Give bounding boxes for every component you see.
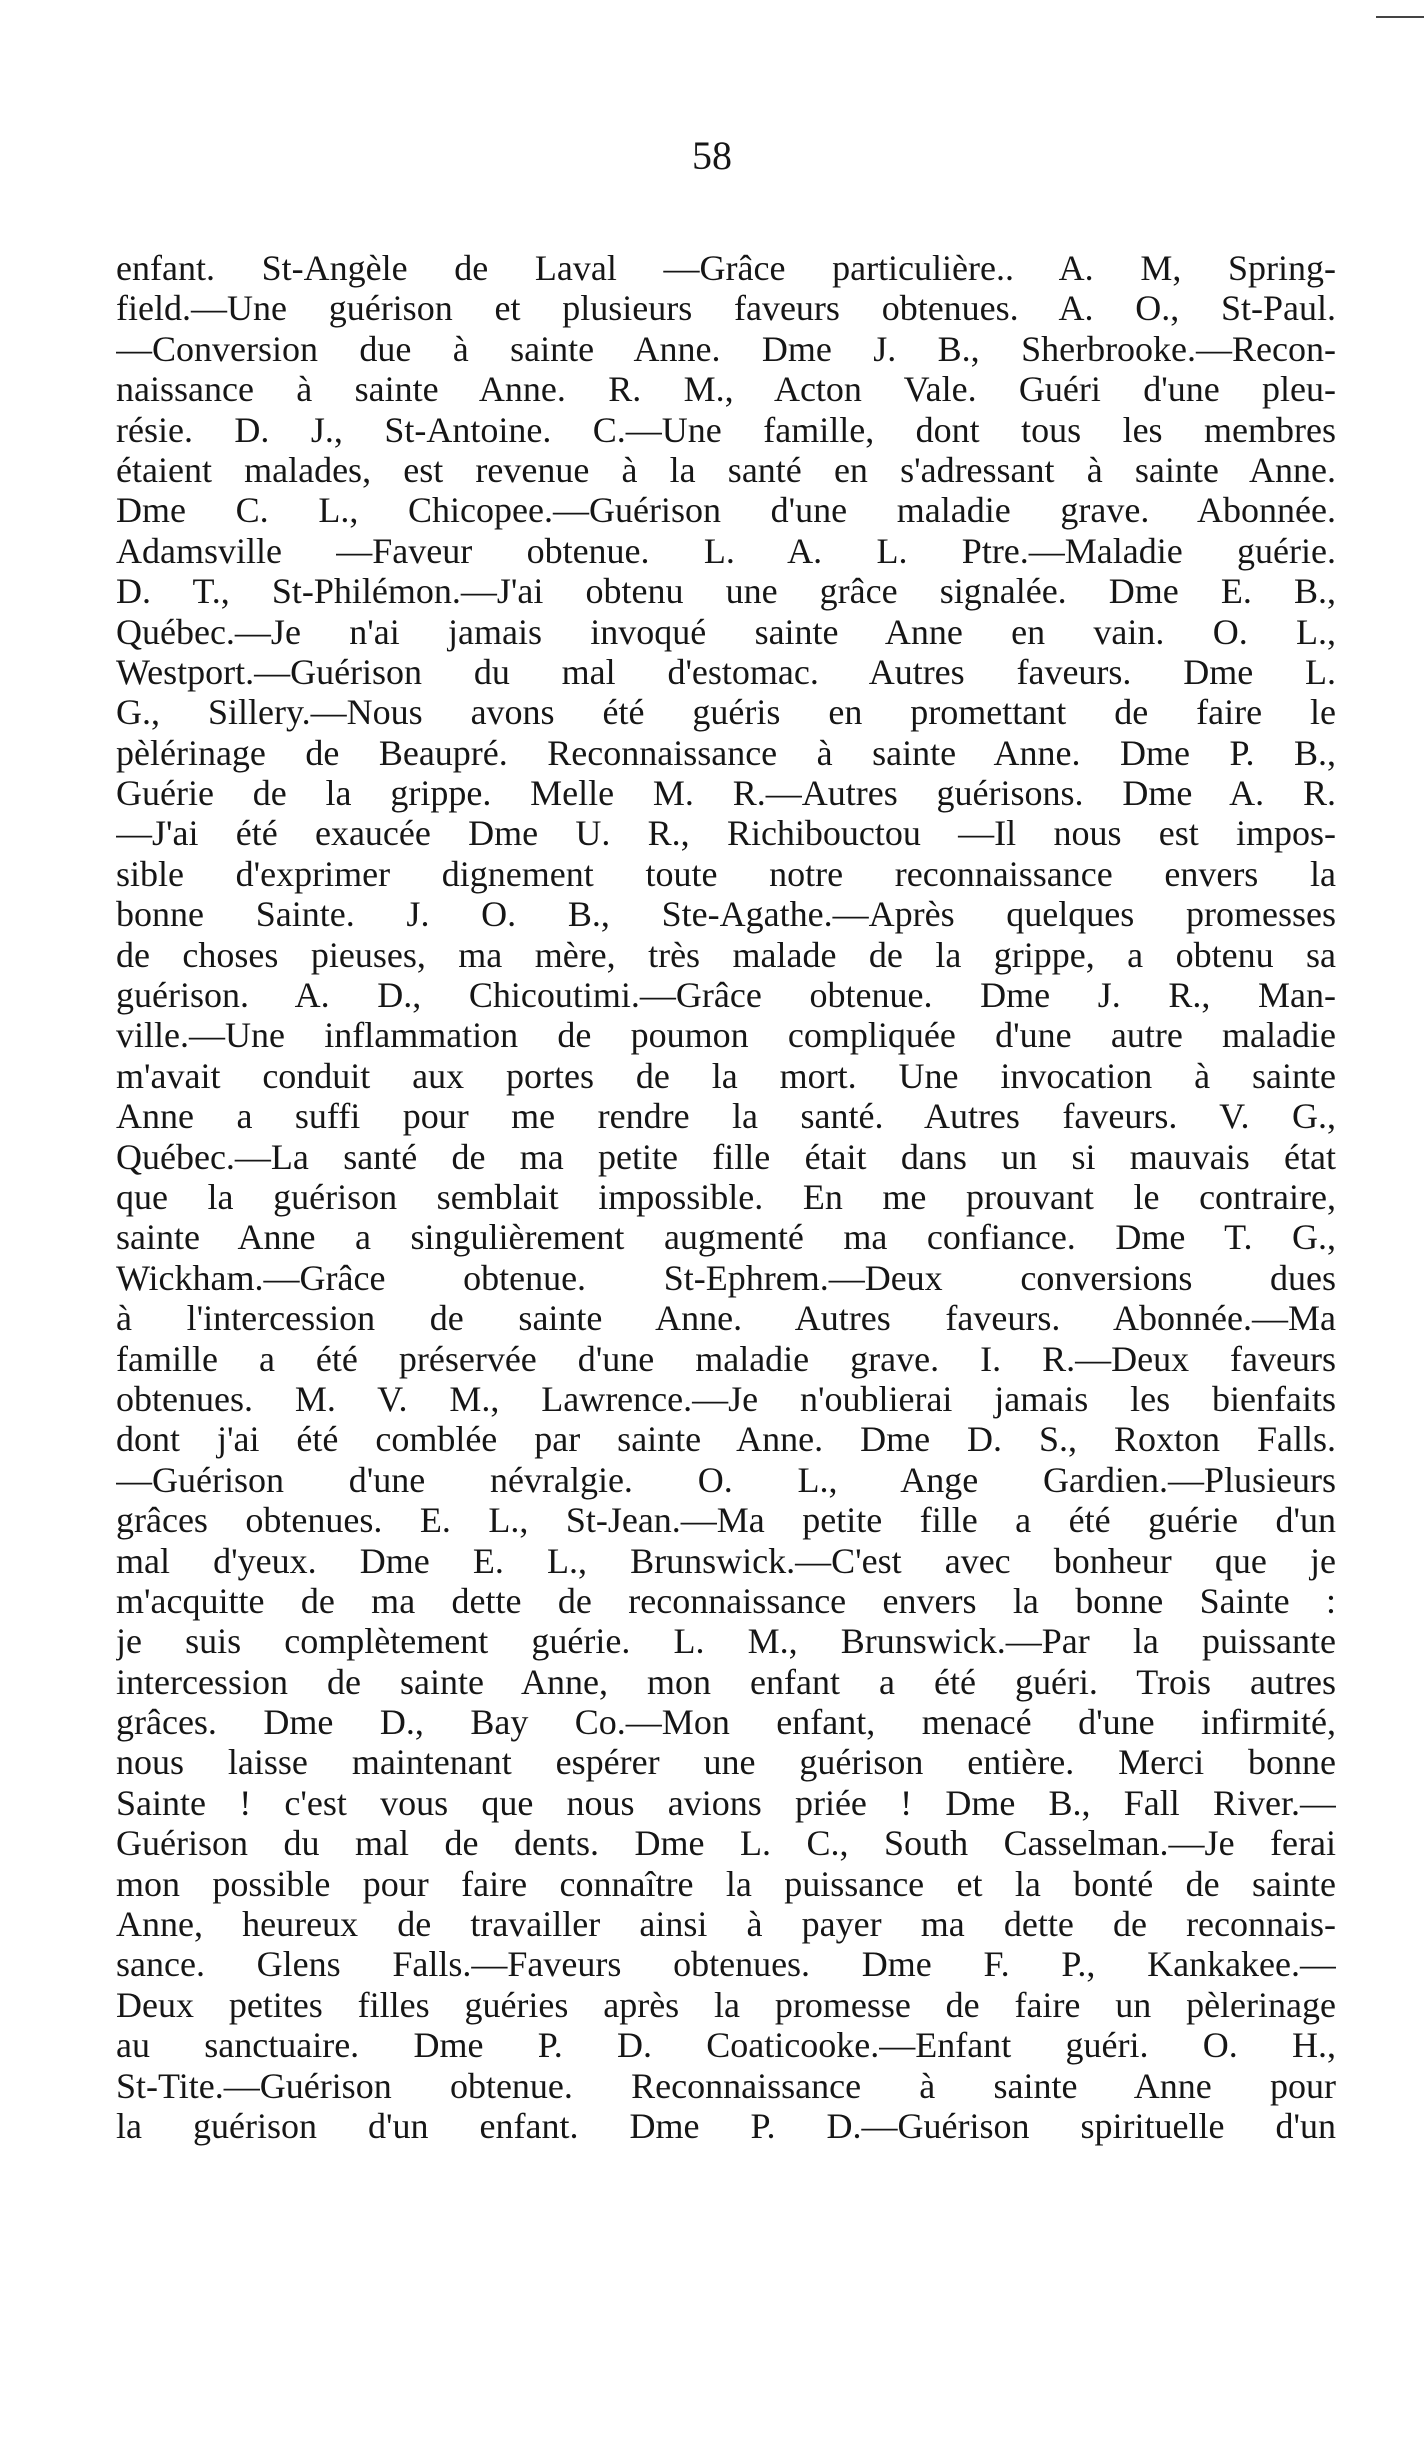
text-line: sance. Glens Falls.—Faveurs obtenues. Dme F. P., Kankakee.— [116,1944,1336,1985]
text-line: de choses pieuses, ma mère, très malade de la grippe, a obtenu sa [116,934,1336,975]
text-line: nous laisse maintenant espérer une guérison entière. Merci bonne [116,1742,1336,1783]
page-number: 58 [692,133,732,178]
text-line: grâces. Dme D., Bay Co.—Mon enfant, menacé d'une infirmité, [116,1702,1336,1743]
text-line: dont j'ai été comblée par sainte Anne. Dme D. S., Roxton Falls. [116,1419,1336,1460]
text-line: Adamsville —Faveur obtenue. L. A. L. Ptre.—Maladie guérie. [116,530,1336,571]
text-line: m'acquitte de ma dette de reconnaissance envers la bonne Sainte : [116,1580,1336,1621]
text-line: Wickham.—Grâce obtenue. St-Ephrem.—Deux conversions dues [116,1257,1336,1298]
text-line: mal d'yeux. Dme E. L., Brunswick.—C'est avec bonheur que je [116,1540,1336,1581]
text-line: la guérison d'un enfant. Dme P. D.—Guérison spirituelle d'un [116,2105,1336,2146]
text-line: étaient malades, est revenue à la santé en s'adressant à sainte Anne. [116,449,1336,490]
text-line: grâces obtenues. E. L., St-Jean.—Ma petite fille a été guérie d'un [116,1500,1336,1541]
text-line: pèlérinage de Beaupré. Reconnaissance à sainte Anne. Dme P. B., [116,732,1336,773]
text-line: Guérison du mal de dents. Dme L. C., South Casselman.—Je ferai [116,1823,1336,1864]
text-line: Anne a suffi pour me rendre la santé. Autres faveurs. V. G., [116,1096,1336,1137]
text-line: au sanctuaire. Dme P. D. Coaticooke.—Enfant guéri. O. H., [116,2025,1336,2066]
text-line: Dme C. L., Chicopee.—Guérison d'une maladie grave. Abonnée. [116,490,1336,531]
text-line: Sainte ! c'est vous que nous avions priée ! Dme B., Fall River.— [116,1782,1336,1823]
text-line: intercession de sainte Anne, mon enfant a été guéri. Trois autres [116,1661,1336,1702]
text-line: Anne, heureux de travailler ainsi à payer ma dette de reconnais- [116,1904,1336,1945]
text-line: famille a été préservée d'une maladie grave. I. R.—Deux faveurs [116,1338,1336,1379]
text-line: que la guérison semblait impossible. En me prouvant le contraire, [116,1176,1336,1217]
text-line: G., Sillery.—Nous avons été guéris en promettant de faire le [116,692,1336,733]
text-line: résie. D. J., St-Antoine. C.—Une famille, dont tous les membres [116,409,1336,450]
text-line: Guérie de la grippe. Melle M. R.—Autres guérisons. Dme A. R. [116,773,1336,814]
text-line: D. T., St-Philémon.—J'ai obtenu une grâce signalée. Dme E. B., [116,571,1336,612]
text-line: m'avait conduit aux portes de la mort. Une invocation à sainte [116,1055,1336,1096]
text-line: bonne Sainte. J. O. B., Ste-Agathe.—Après quelques promesses [116,894,1336,935]
text-line: ville.—Une inflammation de poumon compliquée d'une autre maladie [116,1015,1336,1056]
text-line: guérison. A. D., Chicoutimi.—Grâce obtenue. Dme J. R., Man- [116,975,1336,1016]
text-line: —Guérison d'une névralgie. O. L., Ange Gardien.—Plusieurs [116,1459,1336,1500]
text-line: sible d'exprimer dignement toute notre reconnaissance envers la [116,853,1336,894]
text-line: à l'intercession de sainte Anne. Autres faveurs. Abonnée.—Ma [116,1298,1336,1339]
text-line: —J'ai été exaucée Dme U. R., Richibouctou —Il nous est impos- [116,813,1336,854]
text-line: Westport.—Guérison du mal d'estomac. Autres faveurs. Dme L. [116,651,1336,692]
text-line: naissance à sainte Anne. R. M., Acton Vale. Guéri d'une pleu- [116,369,1336,410]
text-line: Deux petites filles guéries après la promesse de faire un pèlerinage [116,1984,1336,2025]
text-line: —Conversion due à sainte Anne. Dme J. B., Sherbrooke.—Recon- [116,328,1336,369]
text-line: mon possible pour faire connaître la puissance et la bonté de sainte [116,1863,1336,1904]
text-line: Québec.—Je n'ai jamais invoqué sainte Anne en vain. O. L., [116,611,1336,652]
text-line: St-Tite.—Guérison obtenue. Reconnaissance à sainte Anne pour [116,2065,1336,2106]
text-line: Québec.—La santé de ma petite fille était dans un si mauvais état [116,1136,1336,1177]
body-text [116,248,1336,2146]
text-line: enfant. St-Angèle de Laval —Grâce particulière.. A. M, Spring- [116,248,1336,288]
text-line: field.—Une guérison et plusieurs faveurs obtenues. A. O., St-Paul. [116,288,1336,329]
corner-rule [1376,16,1424,18]
text-line: sainte Anne a singulièrement augmenté ma confiance. Dme T. G., [116,1217,1336,1258]
text-line: obtenues. M. V. M., Lawrence.—Je n'oublierai jamais les bienfaits [116,1378,1336,1419]
text-line: je suis complètement guérie. L. M., Brunswick.—Par la puissante [116,1621,1336,1662]
